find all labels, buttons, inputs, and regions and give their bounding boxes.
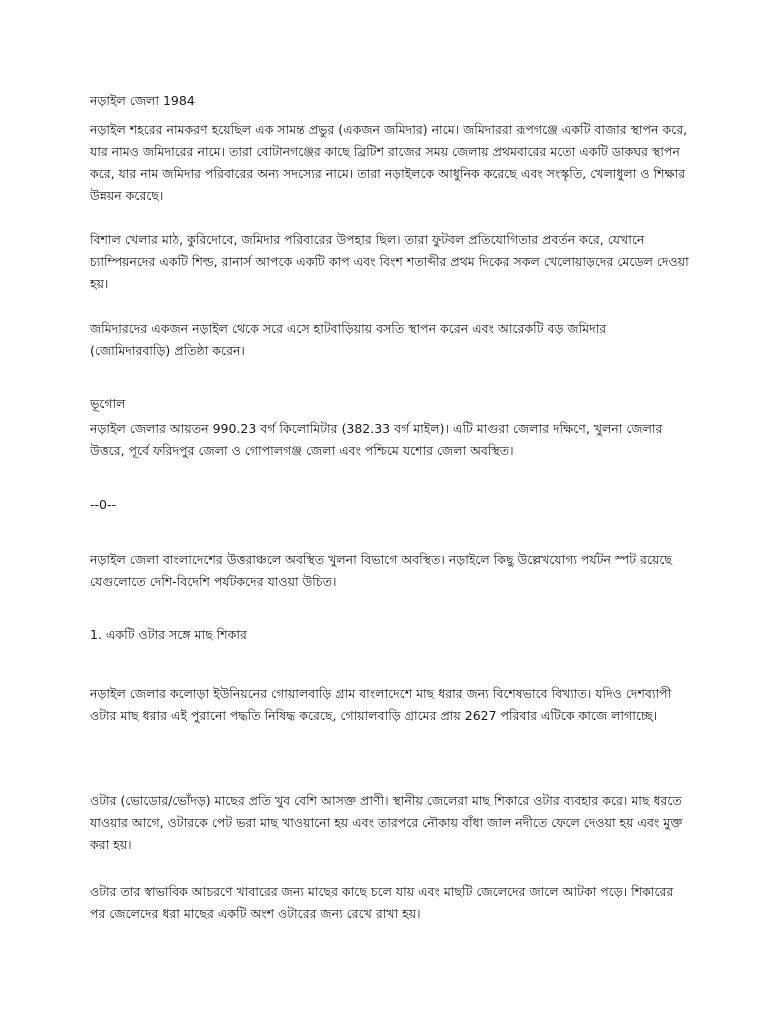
paragraph-geography: নড়াইল জেলার আয়তন 990.23 বর্গ কিলোমিটার (382.33 বর্গ মাইল)। এটি মাগুরা জেলার দক্ষিণে, খুলনা জেলার উত্তরে, পূর্বে ফরিদপুর জেলা ও গোপালগঞ্জ জেলা এবং পশ্চিমে যশোর জেলা অবস্থিত। — [90, 421, 663, 458]
paragraph-playground: বিশাল খেলার মাঠ, কুরিদোবে, জমিদার পরিবারের উপহার ছিল। তারা ফুটবল প্রতিযোগিতার প্রবর্তন করে, যেখানে চ্যাম্পিয়নদের একটি শিল্ড, রানার্স আপকে একটি কাপ এবং বিংশ শতাব্দীর প্রথম দিকের সকল খেলোয়াড়দের মেডেল দেওয়া হয়। — [90, 232, 689, 291]
paragraph-otter-behavior: ওটার (ভোডোর/ভোঁদড়) মাছের প্রতি খুব বেশি আসক্ত প্রাণী। স্থানীয় জেলেরা মাছ শিকারে ওটার ব্যবহার করে। মাছ ধরতে যাওয়ার আগে, ওটারকে পেট ভরা মাছ খাওয়ানো হয় এবং তারপরে নৌকায় বাঁধা জাল নদীতে ফেলে দেওয়া হয় এবং মুক্ত করা হয়। — [90, 793, 683, 852]
paragraph-otter-catch: ওটার তার স্বাভাবিক আচরণে খাবারের জন্য মাছের কাছে চলে যায় এবং মাছটি জেলেদের জালে আটকা পড়ে। শিকারের পর জেলেদের ধরা মাছের একটি অংশ ওটারের জন্য রেখে রাখা হয়। — [90, 884, 674, 921]
paragraph-naming-history: নড়াইল শহরের নামকরণ হয়েছিল এক সামন্ত প্রভুর (একজন জমিদার) নামে। জমিদাররা রূপগঞ্জে একটি বাজার স্থাপন করে, যার নামও জমিদারের নামে। তারা বোটানগঞ্জের কাছে ব্রিটিশ রাজের সময় জেলায় প্রথমবারের মতো একটি ডাকঘর স্থাপন করে, যার নাম জমিদার পরিবারের অন্য সদস্যের নামে। তারা নড়াইলকে আধুনিক করেছে এবং সংস্কৃতি, খেলাধুলা ও শিক্ষার উন্নয়ন করেছে। — [90, 122, 688, 203]
paragraph-tourism: নড়াইল জেলা বাংলাদেশের উত্তরাঞ্চলে অবস্থিত খুলনা বিভাগে অবস্থিত। নড়াইলে কিছু উল্লেখযোগ্য পর্যটন স্পট রয়েছে যেগুলোতে দেশি-বিদেশি পর্যটকদের যাওয়া উচিত। — [90, 552, 672, 589]
item-heading-otter-fishing: 1. একটি ওটার সঙ্গে মাছ শিকার — [90, 627, 247, 642]
geography-heading: ভূগোল — [90, 396, 126, 411]
paragraph-goalbari-village: নড়াইল জেলার কলোড়া ইউনিয়নের গোয়ালবাড়ি গ্রাম বাংলাদেশে মাছ ধরার জন্য বিশেষভাবে বিখ্যাত। যদিও দেশব্যাপী ওটার মাছ ধরার এই পুরানো পদ্ধতি নিষিদ্ধ করেছে, গোয়ালবাড়ি গ্রামের প্রায় 2627 পরিবার এটিকে কাজে লাগাচ্ছে। — [90, 686, 672, 723]
paragraph-zamindar-settlement: জমিদারদের একজন নড়াইল থেকে সরে এসে হাটবাড়িয়ায় বসতি স্থাপন করেন এবং আরেকটি বড় জমিদার (জোমিদারবাড়ি) প্রতিষ্ঠা করেন। — [90, 321, 607, 358]
document-title: নড়াইল জেলা 1984 — [90, 93, 195, 108]
section-separator: --0-- — [90, 497, 116, 512]
